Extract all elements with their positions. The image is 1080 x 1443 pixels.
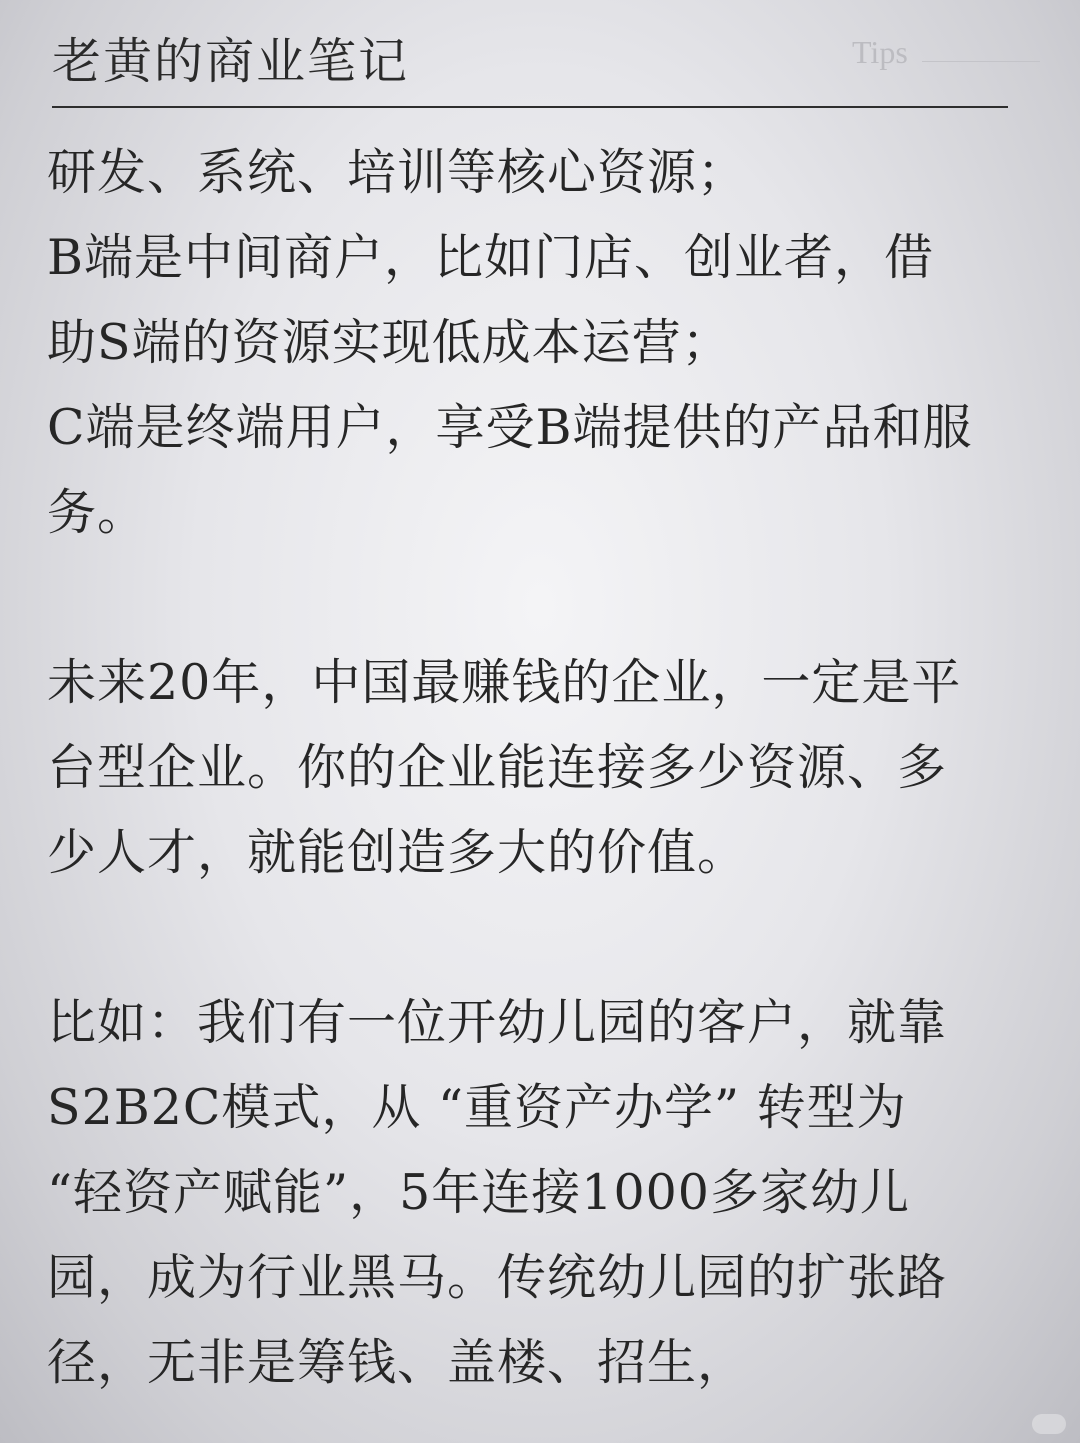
text-line: C端是终端用户，享受B端提供的产品和服 — [47, 399, 973, 456]
paragraph-gap — [47, 555, 1047, 640]
text-line: 少人才，就能创造多大的价值。 — [47, 824, 748, 881]
paragraph-gap — [47, 895, 1047, 980]
text-line: “轻资产赋能”，5年连接1000多家幼儿 — [47, 1164, 910, 1221]
text-line: 园，成为行业黑马。传统幼儿园的扩张路 — [47, 1249, 948, 1306]
text-line: 研发、系统、培训等核心资源； — [47, 144, 748, 201]
text-line: B端是中间商户，比如门店、创业者，借 — [47, 229, 935, 286]
header-divider — [52, 106, 1008, 108]
text-line: 台型企业。你的企业能连接多少资源、多 — [47, 739, 948, 796]
body-text — [47, 130, 1047, 1405]
watermark-mark — [1032, 1414, 1066, 1434]
page-title: 老黄的商业笔记 — [52, 33, 410, 90]
text-line: 助S端的资源实现低成本运营； — [47, 314, 732, 371]
text-line: S2B2C模式，从 “重资产办学” 转型为 — [47, 1079, 907, 1136]
text-line: 径，无非是筹钱、盖楼、招生， — [47, 1334, 748, 1391]
text-line: 务。 — [47, 484, 148, 541]
text-line: 未来20年，中国最赚钱的企业，一定是平 — [47, 654, 962, 711]
text-line: 比如：我们有一位开幼儿园的客户，就靠 — [47, 994, 948, 1051]
tips-label: Tips — [852, 34, 908, 70]
tips-underline — [922, 61, 1040, 62]
